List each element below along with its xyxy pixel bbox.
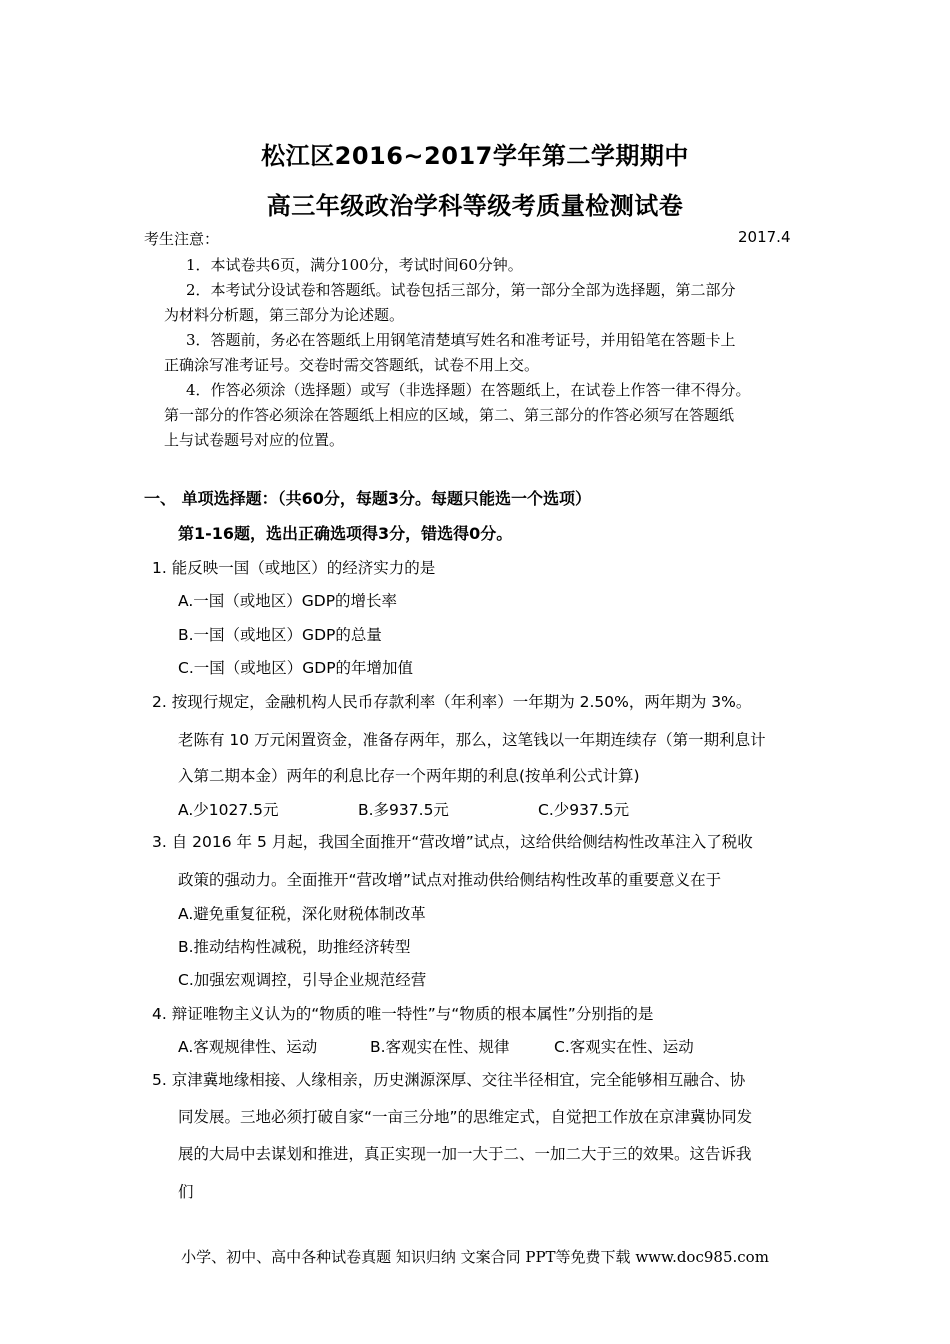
q5-stem-line2: 同发展。三地必须打破自家“一亩三分地”的思维定式，自觉把工作放在京津冀协同发 bbox=[178, 1108, 753, 1126]
q4-stem: 4. 辩证唯物主义认为的“物质的唯一特性”与“物质的根本属性”分别指的是 bbox=[152, 1005, 654, 1023]
notice-item-4-cont2: 上与试卷题号对应的位置。 bbox=[164, 431, 345, 449]
q3-option-c: C.加强宏观调控，引导企业规范经营 bbox=[178, 971, 427, 989]
q2-stem-line1: 2. 按现行规定，金融机构人民币存款利率（年利率）一年期为 2.50%，两年期为 3%。 bbox=[152, 693, 752, 711]
q1-option-a: A.一国（或地区）GDP的增长率 bbox=[178, 592, 398, 610]
notice-item-3-cont: 正确涂写准考证号。交卷时需交答题纸，试卷不用上交。 bbox=[164, 356, 540, 374]
q2-stem-line3: 入第二期本金）两年的利息比存一个两年期的利息(按单利公式计算) bbox=[178, 767, 640, 785]
page-footer: 小学、初中、高中各种试卷真题 知识归纳 文案合同 PPT等免费下载 www.doc985.com bbox=[181, 1248, 769, 1266]
notice-item-4-cont1: 第一部分的作答必须涂在答题纸上相应的区域，第二、第三部分的作答必须写在答题纸 bbox=[164, 406, 735, 424]
q5-stem-line4: 们 bbox=[178, 1183, 194, 1201]
exam-title-line2: 高三年级政治学科等级考质量检测试卷 bbox=[266, 192, 684, 220]
notice-label: 考生注意： bbox=[144, 230, 220, 248]
section-heading: 一、 单项选择题：（共60分，每题3分。每题只能选一个选项） bbox=[144, 489, 591, 508]
notice-item-2-cont: 为材料分析题，第三部分为论述题。 bbox=[164, 306, 405, 324]
notice-item-1: 1．本试卷共6页，满分100分，考试时间60分钟。 bbox=[186, 256, 523, 274]
notice-item-3: 3．答题前，务必在答题纸上用钢笔清楚填写姓名和准考证号，并用铅笔在答题卡上 bbox=[186, 331, 736, 349]
exam-title-line1: 松江区2016~2017学年第二学期期中 bbox=[261, 142, 689, 170]
q5-stem-line3: 展的大局中去谋划和推进，真正实现一加一大于二、一加二大于三的效果。这告诉我 bbox=[178, 1145, 752, 1163]
q1-stem: 1. 能反映一国（或地区）的经济实力的是 bbox=[152, 559, 436, 577]
exam-date: 2017.4 bbox=[738, 228, 791, 246]
q5-stem-line1: 5. 京津冀地缘相接、人缘相亲，历史渊源深厚、交往半径相宜，完全能够相互融合、协 bbox=[152, 1071, 746, 1089]
q2-option-b: B.多937.5元 bbox=[358, 801, 449, 819]
q2-option-a: A.少1027.5元 bbox=[178, 801, 279, 819]
q3-stem-line1: 3. 自 2016 年 5 月起，我国全面推开“营改增”试点，这给供给侧结构性改革注入了税收 bbox=[152, 833, 753, 851]
notice-item-4: 4．作答必须涂（选择题）或写（非选择题）在答题纸上，在试卷上作答一律不得分。 bbox=[186, 381, 751, 399]
q2-stem-line2: 老陈有 10 万元闲置资金，准备存两年，那么，这笔钱以一年期连续存（第一期利息计 bbox=[178, 731, 766, 749]
section-subheading: 第1-16题，选出正确选项得3分，错选得0分。 bbox=[178, 524, 513, 543]
q1-option-b: B.一国（或地区）GDP的总量 bbox=[178, 626, 382, 644]
q4-option-a: A.客观规律性、运动 bbox=[178, 1038, 318, 1056]
q4-option-b: B.客观实在性、规律 bbox=[370, 1038, 510, 1056]
q1-option-c: C.一国（或地区）GDP的年增加值 bbox=[178, 659, 414, 677]
q3-stem-line2: 政策的强动力。全面推开“营改增”试点对推动供给侧结构性改革的重要意义在于 bbox=[178, 871, 722, 889]
notice-item-2: 2．本考试分设试卷和答题纸。试卷包括三部分，第一部分全部为选择题，第二部分 bbox=[186, 281, 736, 299]
q2-option-c: C.少937.5元 bbox=[538, 801, 630, 819]
q3-option-a: A.避免重复征税，深化财税体制改革 bbox=[178, 905, 426, 923]
q4-option-c: C.客观实在性、运动 bbox=[554, 1038, 694, 1056]
q3-option-b: B.推动结构性减税，助推经济转型 bbox=[178, 938, 411, 956]
